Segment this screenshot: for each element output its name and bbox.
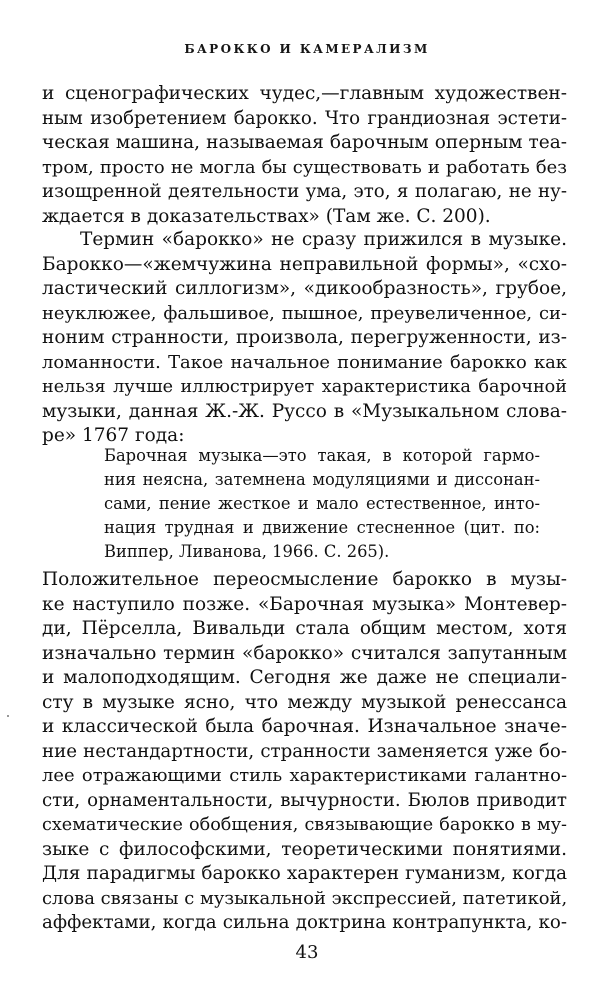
scan-speck [7, 715, 9, 717]
block-quote [104, 444, 540, 564]
text-line: и малоподходящим. Сегодня же даже не специали- [42, 667, 567, 688]
text-line: Термин «барокко» не сразу прижился в музыке. [80, 229, 567, 250]
paragraph-3 [42, 568, 567, 936]
quote-line: Барочная музыка—это такая, в которой гармо- [104, 446, 540, 465]
page-number: 43 [295, 942, 319, 963]
text-line: схематические обобщения, связывающие барокко в му- [42, 815, 567, 835]
text-line: изощренной деятельности ума, это, я полагаю, не ну- [42, 181, 567, 202]
text-line: нельзя лучше иллюстрирует характеристика барочной [42, 377, 567, 397]
text-line: сту в музыке ясно, что между музыкой ренессанса [42, 691, 567, 713]
text-line: неуклюжее, фальшивое, пышное, преувеличенное, си- [42, 302, 567, 324]
text-line: и сценографических чудес,—главным художествен- [42, 83, 567, 104]
text-line: ластический силлогизм», «дикообразность», грубое, [42, 278, 567, 299]
text-line: сти, орнаментальности, вычурности. Бюлов приводит [42, 789, 567, 811]
text-line: Барокко—«жемчужина неправильной формы», «схо- [42, 253, 567, 275]
text-line: ждается в доказательствах» (Там же. С. 200). [42, 205, 491, 227]
text-line: Положительное переосмысление барокко в музы- [42, 569, 567, 590]
text-line: аффектами, когда сильна доктрина контрапункта, ко- [42, 912, 567, 933]
paragraph-1 [42, 82, 567, 229]
text-line: ломанности. Такое начальное понимание барокко как [42, 351, 567, 373]
text-line: слова связаны с музыкальной экспрессией, патетикой, [42, 887, 568, 909]
text-line: музыки, данная Ж.-Ж. Руссо в «Музыкальном слова- [42, 400, 567, 422]
text-line: лее отражающими стиль характеристиками галантно- [42, 765, 567, 786]
text-line: зыке с философскими, теоретическими понятиями. [42, 838, 567, 860]
text-line: и классической была барочная. Изначальное значе- [42, 716, 567, 737]
text-line: ке наступило позже. «Барочная музыка» Монтевер- [42, 593, 567, 615]
quote-line: сами, пение жесткое и мало естественное, инто- [104, 494, 540, 513]
quote-line: Виппер, Ливанова, 1966. С. 265). [104, 542, 390, 561]
text-line: ние нестандартности, странности заменяется уже бо- [42, 740, 567, 762]
text-line: ным изобретением барокко. Что грандиозная эстети- [42, 107, 567, 129]
text-line: ческая машина, называемая барочным оперным теа- [42, 132, 567, 153]
text-line: Для парадигмы барокко характерен гуманизм, когда [42, 863, 567, 884]
paragraph-2 [42, 228, 567, 449]
text-line: изначально термин «барокко» считался запутанным [42, 642, 567, 664]
text-line: ре» 1767 года: [42, 425, 185, 446]
running-head: БАРОККО И КАМЕРАЛИЗМ [184, 42, 430, 56]
text-line: ноним странности, произвола, перегруженности, из- [42, 327, 567, 348]
text-line: ди, Пёрселла, Вивальди стала общим местом, хотя [42, 618, 567, 639]
quote-line: нация трудная и движение стесненное (цит. по: [104, 518, 540, 537]
quote-line: ния неясна, затемнена модуляциями и диссонан- [104, 470, 540, 489]
text-line: тром, просто не могла бы существовать и работать без [42, 156, 567, 178]
